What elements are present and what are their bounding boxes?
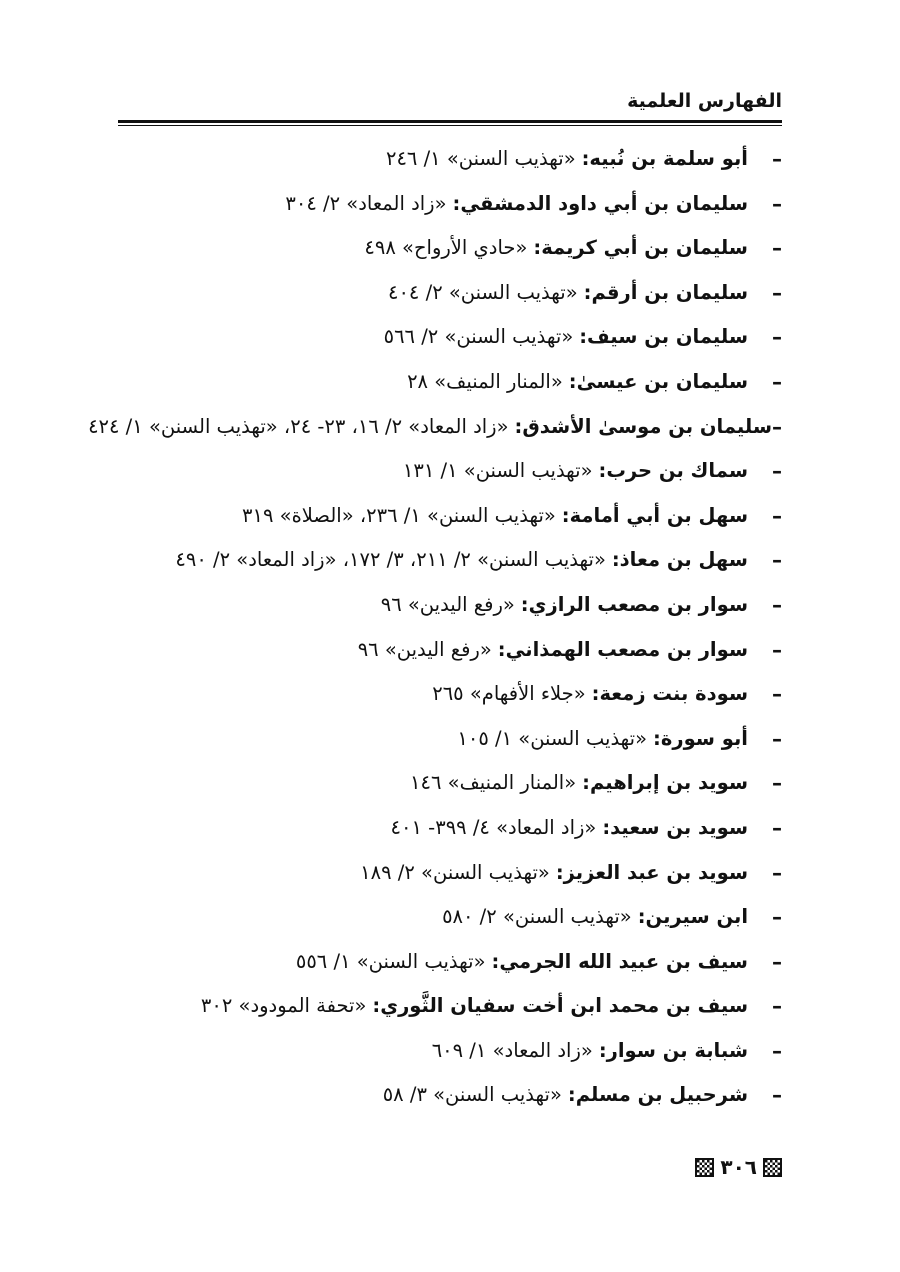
entry-name: سليمان بن موسىٰ الأشدق:: [514, 414, 772, 438]
entry-dash: –: [772, 325, 782, 350]
entry-name: سليمان بن أبي داود الدمشقي:: [452, 191, 748, 215]
entry-dash: –: [772, 1038, 782, 1063]
entry-dash: –: [772, 771, 782, 796]
index-entry: [118, 717, 782, 762]
entry-dash: –: [772, 369, 782, 394]
index-entry: [118, 895, 782, 940]
entry-name: سيف بن محمد ابن أخت سفيان الثَّوري:: [372, 994, 748, 1018]
index-entry: [118, 360, 782, 405]
index-entries: [88, 137, 782, 1118]
index-entry: [118, 984, 782, 1029]
entry-refs: «تهذيب السنن» ١/ ٢٤٦: [385, 147, 576, 170]
index-entry: [118, 449, 782, 494]
index-entry: [118, 806, 782, 851]
index-entry: [118, 761, 782, 806]
entry-name: ابن سيرين:: [637, 905, 748, 929]
index-entry: [118, 1073, 782, 1118]
entry-name: سويد بن إبراهيم:: [582, 771, 748, 795]
entry-name: سوار بن مصعب الرازي:: [520, 592, 748, 616]
index-entry: [118, 182, 782, 227]
entry-dash: –: [772, 548, 782, 573]
entry-dash: –: [772, 905, 782, 930]
entry-name: أبو سورة:: [653, 726, 748, 750]
entry-name: سويد بن سعيد:: [602, 815, 748, 839]
running-head: الفهارس العلمية: [627, 90, 782, 112]
entry-name: سيف بن عبيد الله الجرمي:: [491, 949, 748, 973]
entry-name: سوار بن مصعب الهمذاني:: [497, 637, 748, 661]
entry-refs: «تهذيب السنن» ١/ ١٣١: [402, 459, 593, 483]
entry-refs: «تهذيب السنن» ٣/ ٥٨: [382, 1083, 562, 1107]
entry-name: سماك بن حرب:: [598, 459, 748, 483]
entry-name: شرحبيل بن مسلم:: [567, 1083, 748, 1107]
entry-dash: –: [772, 994, 782, 1019]
entry-name: سليمان بن سيف:: [579, 325, 748, 349]
entry-dash: –: [772, 503, 782, 528]
index-entry: [118, 940, 782, 985]
entry-refs: «زاد المعاد» ٢/ ١٦، ٢٣- ٢٤، «تهذيب السنن» ١/ ٤٢٤: [88, 414, 509, 438]
page-number: ٣٠٦: [720, 1155, 757, 1179]
entry-dash: –: [772, 147, 782, 171]
index-entry: [118, 137, 782, 182]
entry-name: شبابة بن سوار:: [598, 1038, 748, 1062]
entry-dash: –: [772, 280, 782, 305]
index-entry: [118, 226, 782, 271]
entry-dash: –: [772, 860, 782, 885]
entry-dash: –: [772, 236, 782, 261]
index-entry: [118, 538, 782, 583]
index-entry: [118, 628, 782, 673]
entry-refs: «زاد المعاد» ٢/ ٣٠٤: [285, 191, 447, 215]
index-entry: [118, 672, 782, 717]
entry-name: سودة بنت زمعة:: [591, 682, 748, 706]
entry-refs: «حادي الأرواح» ٤٩٨: [364, 236, 528, 260]
entry-name: سهل بن أبي أمامة:: [561, 503, 748, 527]
index-entry: [88, 405, 782, 450]
entry-refs: «تهذيب السنن» ١/ ٥٥٦: [295, 949, 486, 973]
entry-refs: «تهذيب السنن» ٢/ ٥٨٠: [442, 905, 632, 929]
entry-name: سهل بن معاذ:: [611, 548, 748, 572]
ornament-icon: [695, 1158, 714, 1177]
entry-refs: «جلاء الأفهام» ٢٦٥: [432, 682, 586, 706]
entry-refs: «تهذيب السنن» ٢/ ٢١١، ٣/ ١٧٢، «زاد المعاد» ٢/ ٤٩٠: [175, 548, 606, 572]
entry-dash: –: [772, 682, 782, 707]
entry-refs: «زاد المعاد» ٤/ ٣٩٩- ٤٠١: [390, 815, 597, 839]
entry-dash: –: [772, 414, 782, 439]
entry-refs: «تهذيب السنن» ٢/ ٥٦٦: [383, 325, 574, 349]
entry-refs: «تهذيب السنن» ١/ ٢٣٦، «الصلاة» ٣١٩: [242, 503, 556, 527]
entry-dash: –: [772, 815, 782, 840]
entry-refs: «المنار المنيف» ٢٨: [407, 369, 563, 393]
entry-refs: «رفع اليدين» ٩٦: [357, 637, 492, 661]
entry-refs: «تهذيب السنن» ٢/ ١٨٩: [360, 860, 550, 884]
entry-name: سليمان بن أرقم:: [583, 280, 748, 304]
entry-dash: –: [772, 949, 782, 974]
index-entry: [118, 315, 782, 360]
entry-name: أبو سلمة بن نُبيه:: [581, 147, 748, 170]
entry-dash: –: [772, 592, 782, 617]
entry-dash: –: [772, 1083, 782, 1108]
page-folio: [695, 1152, 782, 1182]
ornament-icon: [763, 1158, 782, 1177]
index-entry: [118, 271, 782, 316]
index-entry: [118, 494, 782, 539]
entry-refs: «تحفة المودود» ٣٠٢: [200, 994, 367, 1018]
header-rule: [118, 120, 782, 123]
entry-dash: –: [772, 459, 782, 484]
entry-dash: –: [772, 637, 782, 662]
entry-refs: «تهذيب السنن» ١/ ١٠٥: [457, 726, 648, 750]
index-entry: [118, 851, 782, 896]
entry-name: سليمان بن عيسىٰ:: [568, 369, 748, 393]
entry-refs: «المنار المنيف» ١٤٦: [410, 771, 577, 795]
index-entry: [118, 583, 782, 628]
entry-name: سليمان بن أبي كريمة:: [533, 236, 748, 260]
entry-refs: «زاد المعاد» ١/ ٦٠٩: [431, 1038, 593, 1062]
entry-refs: «تهذيب السنن» ٢/ ٤٠٤: [387, 280, 578, 304]
entry-dash: –: [772, 191, 782, 216]
entry-name: سويد بن عبد العزيز:: [555, 860, 748, 884]
entry-dash: –: [772, 726, 782, 751]
entry-refs: «رفع اليدين» ٩٦: [380, 592, 515, 616]
index-entry: [118, 1029, 782, 1074]
